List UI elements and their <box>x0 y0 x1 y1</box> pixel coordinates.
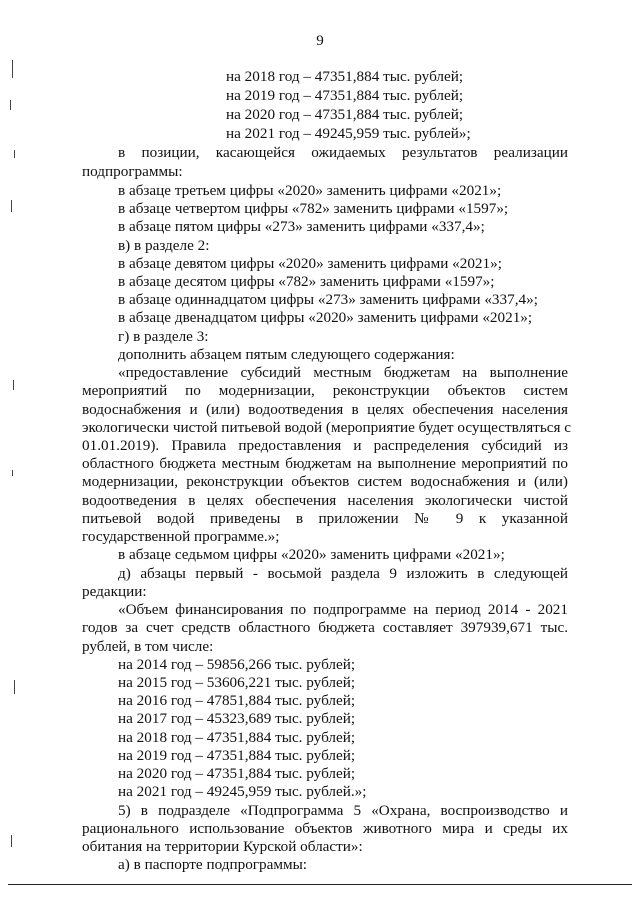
text-line: в абзаце двенадцатом цифры «2020» заменить цифрами «2021»; <box>118 309 533 326</box>
text-line: на 2018 год – 47351,884 тыс. рублей; <box>118 729 356 746</box>
text-line: в абзаце третьем цифры «2020» заменить цифрами «2021»; <box>118 182 502 199</box>
page-bottom-edge <box>8 884 632 885</box>
text-line: дополнить абзацем пятым следующего содержания: <box>118 346 455 363</box>
text-line: рационального использование объектов животного мира и среды их <box>82 820 568 837</box>
text-line: д) абзацы первый - восьмой раздела 9 изложить в следующей <box>118 565 568 582</box>
text-line: редакции: <box>82 583 147 600</box>
text-line: в абзаце одиннадцатом цифры «273» заменить цифрами «337,4»; <box>118 291 538 308</box>
text-line: на 2021 год – 49245,959 тыс. рублей»; <box>226 125 471 142</box>
text-line: «Объем финансирования по подпрограмме на период 2014 - 2021 <box>118 601 568 618</box>
text-line: в абзаце пятом цифры «273» заменить цифрами «337,4»; <box>118 218 485 235</box>
text-line: в абзаце девятом цифры «2020» заменить цифрами «2021»; <box>118 255 502 272</box>
text-line: государственной программе.»; <box>82 528 280 545</box>
text-line: в абзаце десятом цифры «782» заменить цифрами «1597»; <box>118 273 495 290</box>
page-number: 9 <box>316 33 324 49</box>
text-line: «предоставление субсидий местным бюджетам на выполнение <box>118 364 568 381</box>
text-line: на 2015 год – 53606,221 тыс. рублей; <box>118 674 356 691</box>
text-line: питьевой водой приведены в приложении № 9 к указанной <box>82 510 568 527</box>
text-line: на 2021 год – 49245,959 тыс. рублей.»; <box>118 783 367 800</box>
text-line: обитания на территории Курской области»: <box>82 838 363 855</box>
text-line: в позиции, касающейся ожидаемых результатов реализации <box>118 144 568 161</box>
text-line: на 2019 год – 47351,884 тыс. рублей; <box>118 747 356 764</box>
text-line: на 2016 год – 47851,884 тыс. рублей; <box>118 692 356 709</box>
text-line: 5) в подразделе «Подпрограмма 5 «Охрана, воспроизводство и <box>118 802 568 819</box>
text-line: на 2014 год – 59856,266 тыс. рублей; <box>118 656 356 673</box>
text-line: модернизации, реконструкции объектов систем водоснабжения и (или) <box>82 473 568 490</box>
text-line: на 2019 год – 47351,884 тыс. рублей; <box>226 87 464 104</box>
text-line: а) в паспорте подпрограммы: <box>118 856 307 873</box>
text-line: мероприятий по модернизации, реконструкции объектов систем <box>82 382 568 399</box>
text-line: экологически чистой питьевой водой (мероприятие будет осуществляться с <box>82 419 572 436</box>
text-line: областного бюджета местным бюджетам на выполнение мероприятий по <box>82 455 568 472</box>
text-line: подпрограммы: <box>82 163 183 180</box>
text-line: годов за счет средств областного бюджета составляет 397939,671 тыс. <box>82 619 568 636</box>
text-line: на 2018 год – 47351,884 тыс. рублей; <box>226 68 464 85</box>
text-line: на 2020 год – 47351,884 тыс. рублей; <box>118 765 356 782</box>
text-line: водоотведения в целях обеспечения населения экологически чистой <box>82 492 568 509</box>
text-line: 01.01.2019). Правила предоставления и распределения субсидий из <box>82 437 568 454</box>
text-line: в абзаце седьмом цифры «2020» заменить цифрами «2021»; <box>118 546 505 563</box>
text-line: рублей, в том числе: <box>82 638 214 655</box>
text-line: г) в разделе 3: <box>118 328 209 345</box>
text-line: на 2020 год – 47351,884 тыс. рублей; <box>226 106 464 123</box>
scan-margin-marks <box>0 0 40 905</box>
text-line: на 2017 год – 45323,689 тыс. рублей; <box>118 710 356 727</box>
text-line: водоснабжения и (или) водоотведения в целях обеспечения населения <box>82 401 568 418</box>
text-line: в абзаце четвертом цифры «782» заменить цифрами «1597»; <box>118 200 509 217</box>
text-line: в) в разделе 2: <box>118 237 210 254</box>
